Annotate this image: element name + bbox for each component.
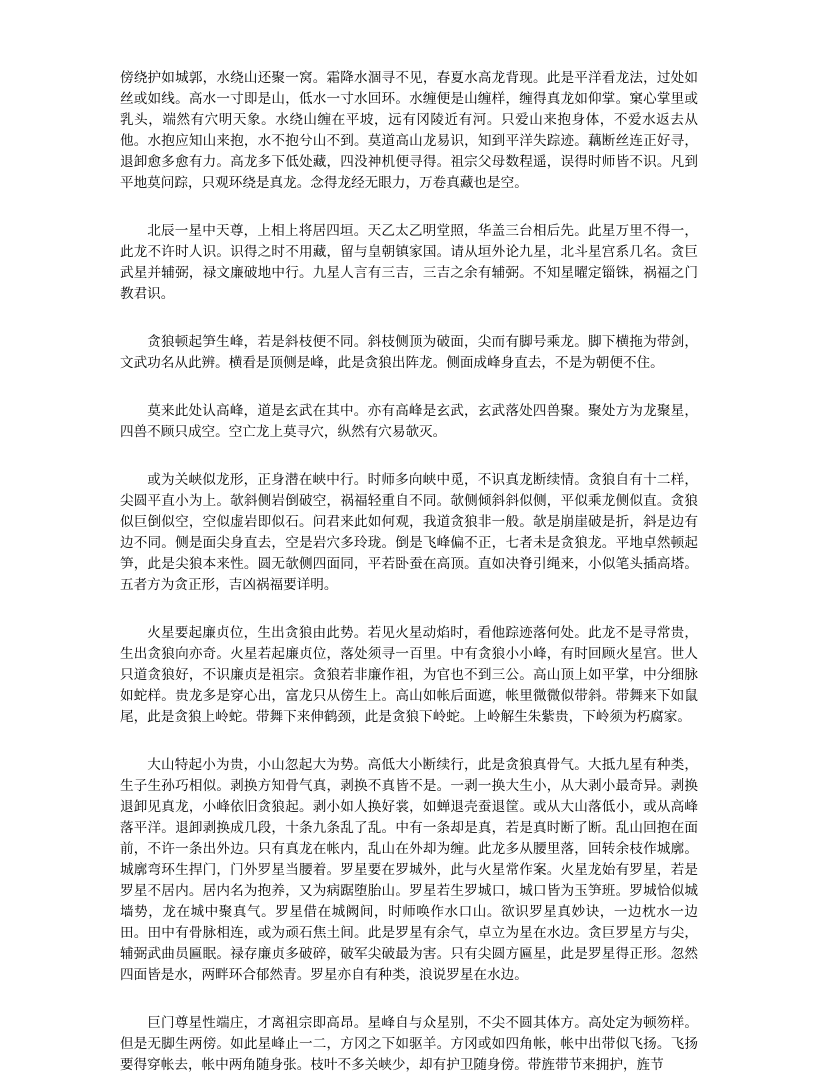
paragraph-6: 火星要起廉贞位，生出贪狼由此势。若见火星动焰时，看他踪迹落何处。此龙不是寻常贵，生出贪狼向亦奇。火星若起廉贞位，落处须寻一百里。中有贪狼小小峰，有时回顾火星宫。世人只道贪狼好，不识廉贞是祖宗。贪狼若非廉作祖，为官也不到三公。高山顶上如平掌，中分细脉如蛇样。贵龙多是穿心出，富龙只从傍生上。高山如帐后面遮，帐里微微似带斜。带舞来下如鼠尾，此是贪狼上岭蛇。带舞下来伸鹤颈，此是贪狼下岭蛇。上岭解生朱紫贵，下岭须为朽腐家。: [120, 625, 698, 725]
paragraph-1: 傍绕护如城郭，水绕山还聚一窝。霜降水涸寻不见，春夏水高龙背现。此是平洋看龙法，过处如丝或如线。高水一寸即是山，低水一寸水回环。水缠便是山缠样，缠得真龙如仰掌。窠心掌里或乳头，端然有穴明天象。水绕山缠在平坡，远有冈陵近有河。只爱山来抱身体，不爱水返去从他。水抱应知山来抱，水不抱兮山不到。莫道高山龙易识，知到平洋失踪迹。藕断丝连正好寻，退卸愈多愈有力。高龙多下低处藏，四没神机便寻得。祖宗父母数程遥，误得时师皆不识。凡到平地莫问踪，只观环绕是真龙。念得龙经无眼力，万卷真藏也是空。: [120, 70, 698, 191]
paragraph-7: 大山特起小为贵，小山忽起大为势。高低大小断续行，此是贪狼真骨气。大抵九星有种类，生子生孙巧相似。剥换方知骨气真，剥换不真皆不是。一剥一换大生小，从大剥小最奇异。剥换退卸见真龙，小峰依旧贪狼起。剥小如人换好裳，如蝉退壳蚕退筐。或从大山落低小，或从高峰落平洋。退卸剥换成几段，十条九条乱了乱。中有一条却是真，若是真时断了断。乱山回抱在面前，不许一条出外边。只有真龙在帐内，乱山在外却为缠。此龙多从腰里落，回转余枝作城廓。城廓弯环生捍门，门外罗星当腰着。罗星要在罗城外，此与火星常作案。火星龙始有罗星，若是罗星不居内。居内名为抱养，又为病踞堕胎山。罗星若生罗城口，城口皆为玉笋班。罗城恰似城墙势，龙在城中聚真气。罗星借在城阙间，时师唤作水口山。欲识罗星真妙诀，一边枕水一边田。田中有骨脉相连，或为顽石焦土间。此是罗星有余气，卓立为星在水边。贪巨罗星方与尖，辅弼武曲员匾眠。禄存廉贞多破碎，破军尖破最为害。只有尖圆方匾星，此是罗星得正形。忽然四面皆是水，两畔环合郁然青。罗星亦自有种类，浪说罗星在水边。: [120, 757, 698, 983]
paragraph-8: 巨门尊星性端庄，才离祖宗即高昂。星峰自与众星别，不尖不圆其体方。高处定为顿笏样。但是无脚生两傍。如此星峰止一二，方冈之下如驱羊。方冈或如四角帐，帐中出带似飞扬。飞扬要得穿帐去，帐中两角随身张。枝叶不多关峡少，却有护卫随身傍。带旌带节来拥护，旌节: [120, 1015, 698, 1073]
document-body: [120, 68, 698, 1076]
paragraph-2: 北辰一星中天尊，上相上将居四垣。天乙太乙明堂照，华盖三台相后先。此星万里不得一，此龙不许时人识。识得之时不用藏，留与皇朝镇家国。请从垣外论九星，北斗星宫系几名。贪巨武星并辅弼，禄文廉破地中行。九星人言有三吉，三吉之余有辅弼。不知星曜定锱铢，祸福之门教君识。: [120, 223, 698, 302]
paragraph-3: 贪狼顿起笋生峰，若是斜枝便不同。斜枝侧顶为破面，尖而有脚号乘龙。脚下横拖为带剑，文武功名从此辨。横看是顶侧是峰，此是贪狼出阵龙。侧面成峰身直去，不是为朝便不住。: [120, 334, 698, 371]
paragraph-4: 莫来此处认高峰，道是玄武在其中。亦有高峰是玄武，玄武落处四兽聚。聚处方为龙聚星，四兽不顾只成空。空亡龙上莫寻穴，纵然有穴易欹灭。: [120, 403, 698, 440]
paragraph-5: 或为关峡似龙形，正身潜在峡中行。时师多向峡中觅，不识真龙断续情。贪狼自有十二样，尖圆平直小为上。欹斜侧岩倒破空，祸福轻重自不同。欹侧倾斜斜似侧，平似乘龙侧似直。贪狼似巨倒似空，空似虚岩即似石。问君来此如何观，我道贪狼非一般。欹是崩崖破是折，斜是边有边不同。侧是面尖身直去，空是岩穴多玲珑。倒是飞峰偏不正，七者未是贪狼龙。平地卓然顿起笋，此是尖狼本来性。圆无欹侧四面同，平若卧蚕在高顶。直如决脊引绳来，小似笔头插高塔。五者方为贪正形，吉凶祸福要详明。: [120, 472, 698, 593]
